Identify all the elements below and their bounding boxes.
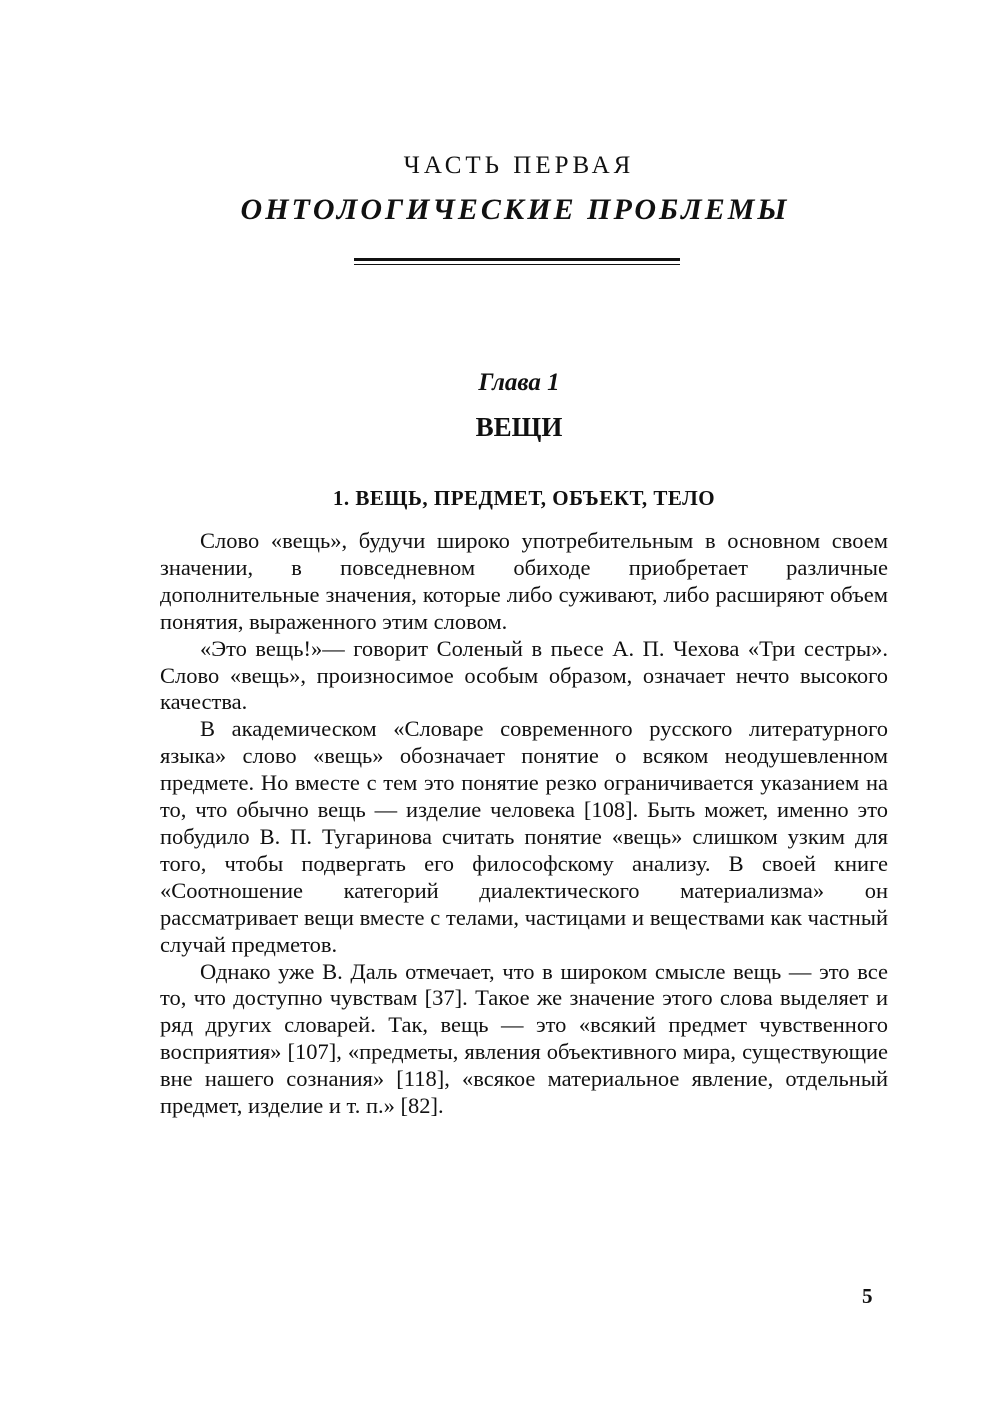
paragraph: Однако уже В. Даль отмечает, что в широком смысле вещь — это все то, что доступно чувствам [37]. Такое же значение этого слова выделяет и ряд других словарей. Так, вещь — это «всякий предмет чувственного восприятия» [107], «предметы, явления объективного мира, существующие вне нашего сознания» [118], «всякое материальное явление, отдельный предмет, изделие и т. п.» [82]. [160,958,888,1119]
title-rule-thick [354,258,680,261]
part-label: ЧАСТЬ ПЕРВАЯ [403,152,635,179]
chapter-title: ВЕЩИ [475,412,563,442]
body-text [160,528,888,1120]
paragraph: Слово «вещь», будучи широко употребительным в основном своем значении, в повседневном обиходе приобретает различные дополнительные значения, которые либо суживают, либо расширяют объем понятия, выраженного этим словом. [160,528,888,634]
paragraph: «Это вещь!»— говорит Соленый в пьесе А. П. Чехова «Три сестры». Слово «вещь», произносимое особым образом, означает нечто высокого качества. [160,635,888,715]
part-title: ОНТОЛОГИЧЕСКИЕ ПРОБЛЕМЫ [240,193,790,226]
section-title: 1. ВЕЩЬ, ПРЕДМЕТ, ОБЪЕКТ, ТЕЛО [332,486,716,510]
title-rule-thin [354,264,680,265]
page-number: 5 [862,1284,873,1308]
paragraph: В академическом «Словаре современного русского литературного языка» слово «вещь» обозначает понятие о всяком неодушевленном предмете. Но вместе с тем это понятие резко ограничивается указанием на то, что обычно вещь — изделие человека [108]. Быть может, именно это побудило В. П. Тугаринова считать понятие «вещь» слишком узким для того, чтобы подвергать его философскому анализу. В своей книге «Соотношение категорий диалектического материализма» он рассматривает вещи вместе с телами, частицами и веществами как частный случай предметов. [160,716,888,957]
chapter-label: Глава 1 [478,369,560,396]
